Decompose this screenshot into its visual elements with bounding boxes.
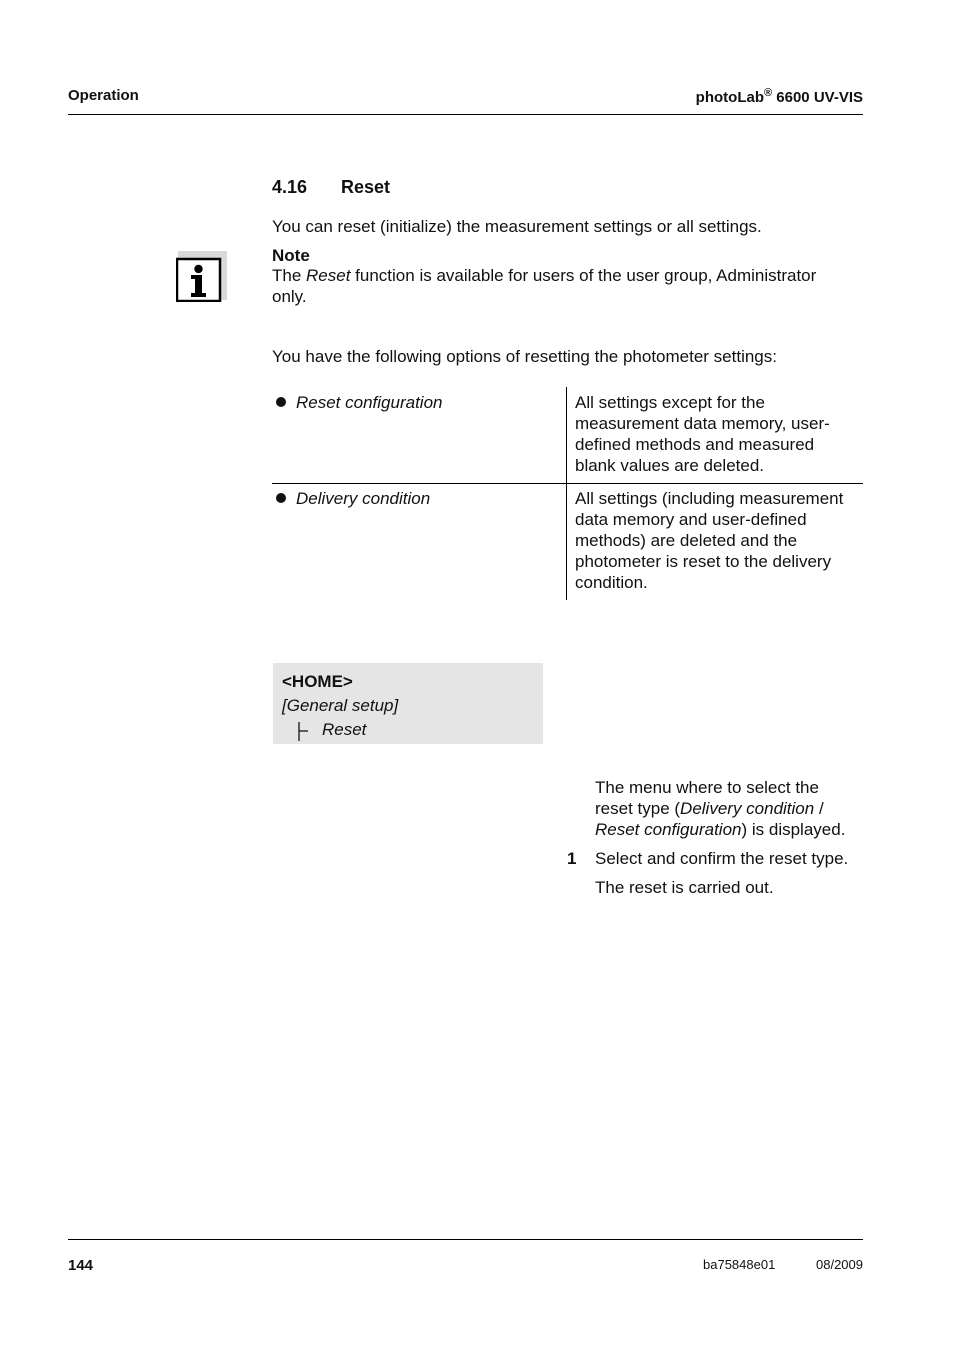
option-description-line: methods) are deleted and the (575, 531, 798, 550)
note-text-post: function is available for users of the user group, Administrator (350, 266, 817, 285)
menu-path-level1: [General setup] (282, 696, 399, 715)
table-column-divider (566, 387, 567, 600)
doc-id: ba75848e01 (703, 1257, 776, 1272)
header-product-name: photoLab (695, 89, 764, 106)
step-pre-line3 (595, 819, 845, 840)
table-row-divider (272, 483, 863, 484)
option-description-line: defined methods and measured (575, 435, 815, 454)
option-description-line: measurement data memory, user- (575, 414, 830, 433)
note-text-line1 (272, 265, 816, 286)
intro-text: You can reset (initialize) the measurement settings or all settings. (272, 217, 762, 236)
step-pre-line1: The menu where to select the (595, 778, 819, 797)
step-pre-text: / (814, 799, 824, 818)
tree-branch-icon (297, 720, 313, 742)
header-rule (68, 114, 863, 115)
note-text-italic: Reset (306, 266, 351, 285)
option-description-line: All settings (including measurement (575, 489, 844, 508)
option-description-line: condition. (575, 573, 648, 592)
step-result: The reset is carried out. (595, 878, 774, 897)
menu-path-level2: Reset (322, 720, 367, 739)
info-icon (176, 251, 227, 302)
step-pre-text: reset type ( (595, 799, 681, 818)
header-section-label: Operation (68, 87, 139, 104)
footer-rule (68, 1239, 863, 1240)
doc-date: 08/2009 (816, 1257, 863, 1272)
option-description-line: blank values are deleted. (575, 456, 765, 475)
step-text: Select and confirm the reset type. (595, 849, 849, 868)
note-text-line2: only. (272, 287, 307, 306)
note-text-pre: The (272, 266, 307, 285)
option-description-line: data memory and user-defined (575, 510, 807, 529)
step-pre-italic: Reset configuration (595, 820, 742, 839)
step-number: 1 (567, 849, 577, 868)
header-product-title (696, 87, 863, 106)
section-title: Reset (341, 177, 391, 197)
header-registered-mark: ® (764, 87, 773, 99)
option-description-line: All settings except for the (575, 393, 765, 412)
options-intro: You have the following options of resetting the photometer settings: (272, 347, 777, 366)
section-number: 4.16 (272, 177, 308, 197)
step-pre-text: ) is displayed. (741, 820, 846, 839)
menu-path-home: <HOME> (282, 672, 353, 691)
bullet-icon (276, 397, 286, 407)
page-number: 144 (68, 1257, 94, 1274)
note-heading: Note (272, 246, 310, 265)
step-pre-italic: Delivery condition (680, 799, 815, 818)
bullet-icon (276, 493, 286, 503)
menu-path-box (273, 663, 543, 744)
option-name-delivery-condition: Delivery condition (296, 489, 431, 508)
step-pre-line2 (595, 798, 824, 819)
option-name-reset-configuration: Reset configuration (296, 393, 443, 412)
option-description-line: photometer is reset to the delivery (575, 552, 832, 571)
header-product-model: 6600 UV-VIS (772, 89, 863, 106)
